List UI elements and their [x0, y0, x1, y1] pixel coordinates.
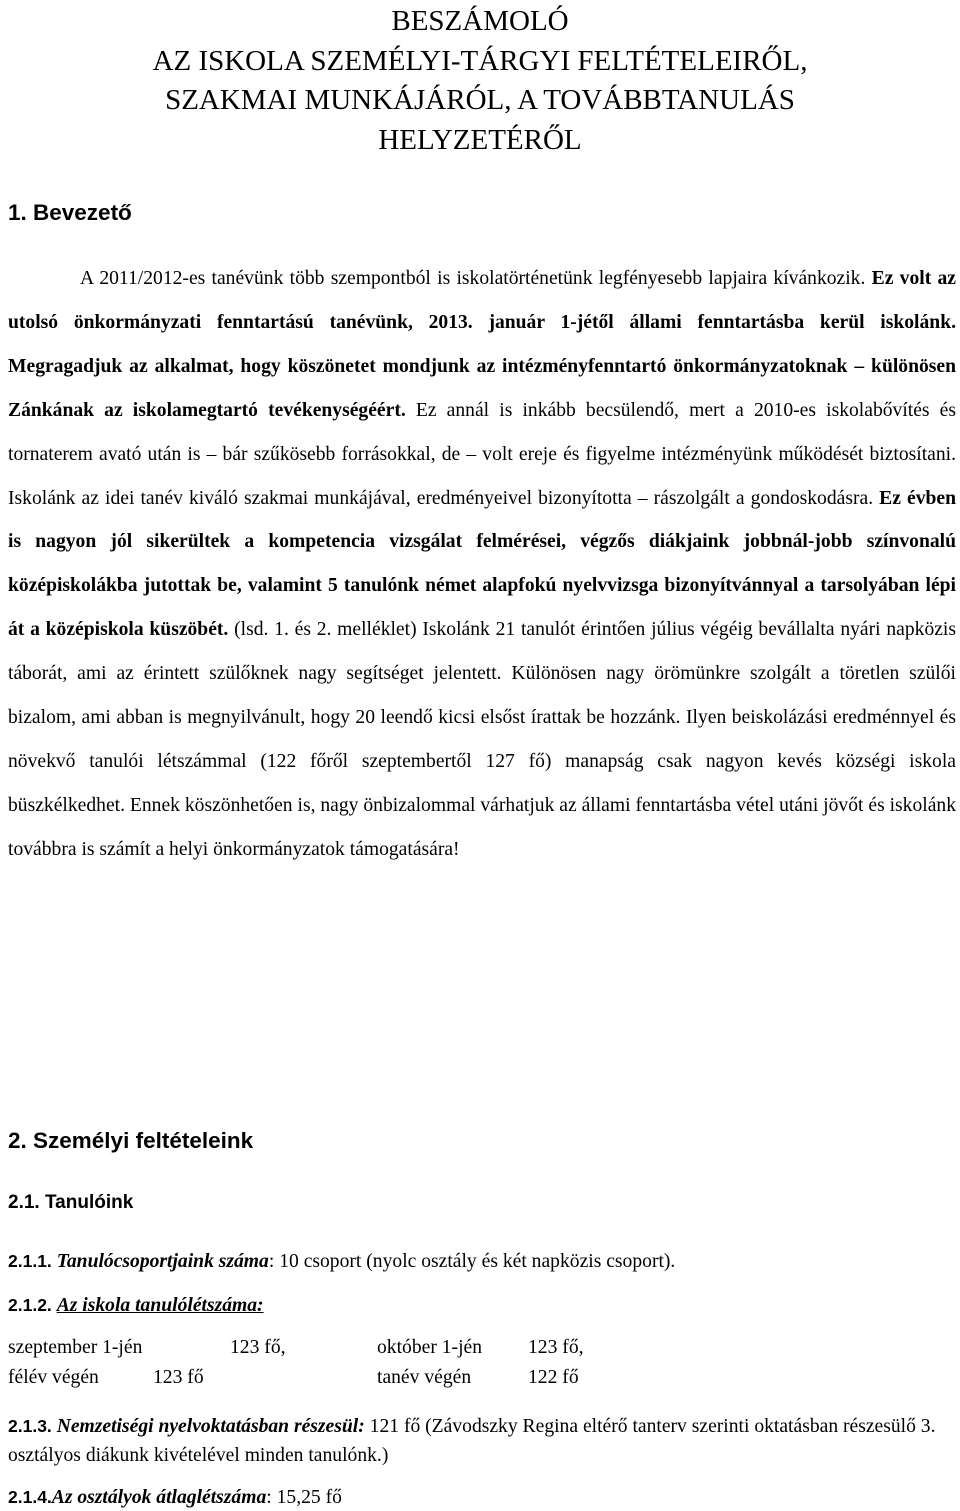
introduction-paragraph	[8, 257, 956, 872]
item-2-1-1	[8, 1248, 675, 1275]
item-label: Tanulócsoportjaink száma	[56, 1251, 269, 1272]
stat-oct-value: 123 fő,	[528, 1337, 584, 1358]
section-2-1-heading: 2.1. Tanulóink	[8, 1192, 134, 1213]
item-label: Az osztályok átlaglétszáma	[51, 1487, 267, 1508]
item-2-1-3	[8, 1412, 956, 1470]
title-line-4: HELYZETÉRŐL	[378, 123, 582, 156]
intro-sentence-1: A 2011/2012-es tanévünk több szempontból is iskolatörténetünk legfényesebb lapjaira kívánkozik.	[80, 268, 872, 289]
stat-sept-value: 123 fő,	[230, 1337, 286, 1358]
section-1-heading: 1. Bevezető	[8, 200, 132, 225]
item-text: : 10 csoport (nyolc osztály és két napközis csoport).	[268, 1251, 676, 1272]
item-text: : 15,25 fő	[266, 1487, 342, 1508]
item-2-1-2	[8, 1292, 264, 1319]
stat-half-label: félév végén	[8, 1367, 99, 1388]
item-number: 2.1.4.	[8, 1487, 52, 1507]
item-label: Nemzetiségi nyelvoktatásban részesül:	[56, 1416, 365, 1437]
item-number: 2.1.3.	[8, 1416, 52, 1436]
section-2-heading: 2. Személyi feltételeink	[8, 1128, 254, 1153]
title-line-2: AZ ISKOLA SZEMÉLYI-TÁRGYI FELTÉTELEIRŐL,	[152, 44, 808, 77]
intro-bold-sentence-1: Ez volt az utolsó önkormányzati fenntartású tanévünk, 2013. január 1-jétől állami fenntartásba kerül iskolánk. Megragadjuk az alkalmat, hogy köszönetet mondjunk az intézményfenntartó önkormányzatoknak – különösen Zánkának az iskolamegtartó tevékenységéért.	[8, 268, 956, 421]
stat-year-value: 122 fő	[528, 1367, 579, 1388]
item-2-1-4	[8, 1484, 342, 1511]
intro-sentence-5: (lsd. 1. és 2. melléklet) Iskolánk 21 tanulót érintően július végéig bevállalta nyári napközis táborát, ami az érintett szülőknek nagy segítséget jelentett. Különösen nagy örömünkre szolgált a töretlen szülői bizalom, ami abban is megnyilvánult, hogy 20 leendő kicsi elsőst írattak be hozzánk. Ilyen beiskolázási eredménnyel és növekvő tanulói létszámmal (122 főről szeptembertől 127 fő) manapság csak nagyon kevés községi iskola büszkélkedhet. Ennek köszönhetően is, nagy önbizalommal várhatjuk az állami fenntartásba vétel utáni jövőt és iskolánk továbbra is számít a helyi önkormányzatok támogatására!	[8, 619, 957, 860]
item-number: 2.1.2.	[8, 1295, 52, 1315]
stat-sept-label: szeptember 1-jén	[8, 1337, 143, 1358]
title-line-3: SZAKMAI MUNKÁJÁRÓL, A TOVÁBBTANULÁS	[165, 84, 795, 116]
stat-year-label: tanév végén	[377, 1367, 472, 1388]
item-text: 121 fő (Závodszky Regina eltérő tanterv szerinti oktatásban részesülő 3. osztályos diákunk kivételével minden tanulónk.)	[8, 1416, 936, 1466]
title-line-1: BESZÁMOLÓ	[391, 5, 569, 37]
intro-sentence-3: Ez annál is inkább becsülendő, mert a 2010-es iskolabővítés és tornaterem avató után is – bár szűkösebb forrásokkal, de – volt ereje és figyelme intézményünk működését biztosítani. Iskolánk az idei tanév kiváló szakmai munkájával, eredményeivel bizonyította – rászolgált a gondoskodásra.	[8, 399, 956, 509]
item-label: Az iskola tanulólétszáma:	[56, 1295, 264, 1316]
stat-oct-label: október 1-jén	[377, 1337, 483, 1358]
document-title	[0, 2, 960, 160]
intro-bold-sentence-2: Ez évben is nagyon jól sikerültek a kompetencia vizsgálat felmérései, végzős diákjaink jobbnál-jobb színvonalú középiskolákba jutottak be, valamint 5 tanulónk német alapfokú nyelvvizsga bizonyítvánnyal a tarsolyában lépi át a középiskola küszöbét.	[8, 487, 956, 641]
item-number: 2.1.1.	[8, 1251, 52, 1271]
stat-half-value: 123 fő	[153, 1367, 204, 1388]
